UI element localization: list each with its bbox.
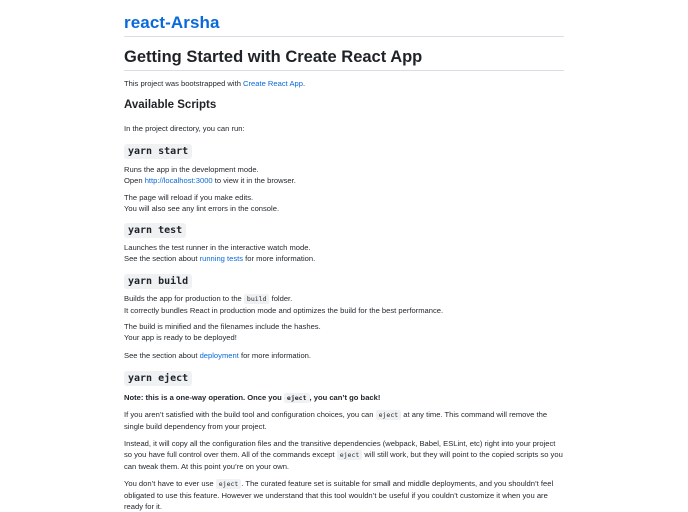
- build-p2-line-1: The build is minified and the filenames include the hashes.: [124, 322, 321, 331]
- eject-paragraph-3: [124, 478, 564, 512]
- build-paragraph-3: [124, 350, 564, 361]
- eject-note-code: eject: [284, 393, 310, 403]
- eject-p1-code: eject: [376, 410, 402, 420]
- intro-paragraph: [124, 78, 564, 89]
- start-paragraph-2: [124, 192, 564, 214]
- create-react-app-link[interactable]: Create React App: [243, 79, 303, 88]
- localhost-link[interactable]: http://localhost:3000: [144, 176, 213, 185]
- eject-p2-text: Instead, it will copy all the configuration files and the transitive dependencies (webpack, Babel, ESLint, etc) right into your project so you have full control over them. All of the commands except: [124, 439, 556, 459]
- eject-p3-code: eject: [216, 479, 242, 489]
- eject-p3-text: You don’t have to ever use: [124, 479, 216, 488]
- build-p3-text-end: for more information.: [238, 351, 312, 360]
- header-divider: [124, 36, 564, 37]
- page-title: Getting Started with Create React App: [124, 48, 423, 66]
- heading-yarn-eject: yarn eject: [124, 371, 192, 386]
- start-line-2: Open: [124, 176, 145, 185]
- running-tests-link[interactable]: running tests: [199, 254, 244, 263]
- eject-note: [124, 392, 564, 404]
- start-line-1: Runs the app in the development mode.: [124, 165, 259, 174]
- heading-yarn-start: yarn start: [124, 144, 192, 159]
- start-paragraph-1: [124, 164, 564, 186]
- test-line-2-end: for more information.: [243, 254, 316, 263]
- build-p3-text: See the section about: [124, 351, 200, 360]
- site-title-link[interactable]: react-Arsha: [124, 13, 220, 32]
- build-paragraph-2: [124, 321, 564, 343]
- test-paragraph: [124, 242, 564, 264]
- build-line-1: Builds the app for production to the: [124, 294, 244, 303]
- build-line-1-end: folder.: [269, 294, 293, 303]
- eject-p2-code: eject: [337, 450, 363, 460]
- heading-yarn-build: yarn build: [124, 274, 192, 289]
- start-p2-line-2: You will also see any lint errors in the console.: [124, 204, 280, 213]
- build-folder-code: build: [244, 294, 270, 304]
- build-paragraph-1: [124, 293, 564, 316]
- start-p2-line-1: The page will reload if you make edits.: [124, 193, 254, 202]
- heading-yarn-test: yarn test: [124, 223, 186, 238]
- test-line-1: Launches the test runner in the interactive watch mode.: [124, 243, 311, 252]
- eject-note-text-end: , you can’t go back!: [309, 393, 381, 402]
- eject-paragraph-1: [124, 409, 564, 432]
- start-line-2-end: to view it in the browser.: [212, 176, 296, 185]
- eject-note-text: Note: this is a one-way operation. Once you: [124, 393, 284, 402]
- scripts-heading: Available Scripts: [124, 99, 217, 111]
- intro-text: This project was bootstrapped with: [124, 79, 244, 88]
- intro-text-end: .: [302, 79, 306, 88]
- scripts-intro: In the project directory, you can run:: [124, 124, 245, 133]
- build-p2-line-2: Your app is ready to be deployed!: [124, 333, 237, 342]
- eject-p3-text-end: . The curated feature set is suitable for small and middle deployments, and you shouldn’t feel obligated to use this feature. However we understand that this tool wouldn’t be useful if you couldn’t customize it when you are ready for it.: [124, 479, 554, 511]
- eject-p1-text: If you aren’t satisfied with the build tool and configuration choices, you can: [124, 410, 376, 419]
- deployment-link[interactable]: deployment: [199, 351, 239, 360]
- eject-paragraph-2: [124, 438, 564, 472]
- eject-p2-text-end: will still work, but they will point to the copied scripts so you can tweak them. At this point you’re on your own.: [124, 450, 563, 471]
- build-line-2: It correctly bundles React in production mode and optimizes the build for the best performance.: [124, 306, 444, 315]
- title-divider: [124, 70, 564, 71]
- test-line-2: See the section about: [124, 254, 200, 263]
- eject-p1-text-end: at any time. This command will remove the single build dependency from your project.: [124, 410, 548, 431]
